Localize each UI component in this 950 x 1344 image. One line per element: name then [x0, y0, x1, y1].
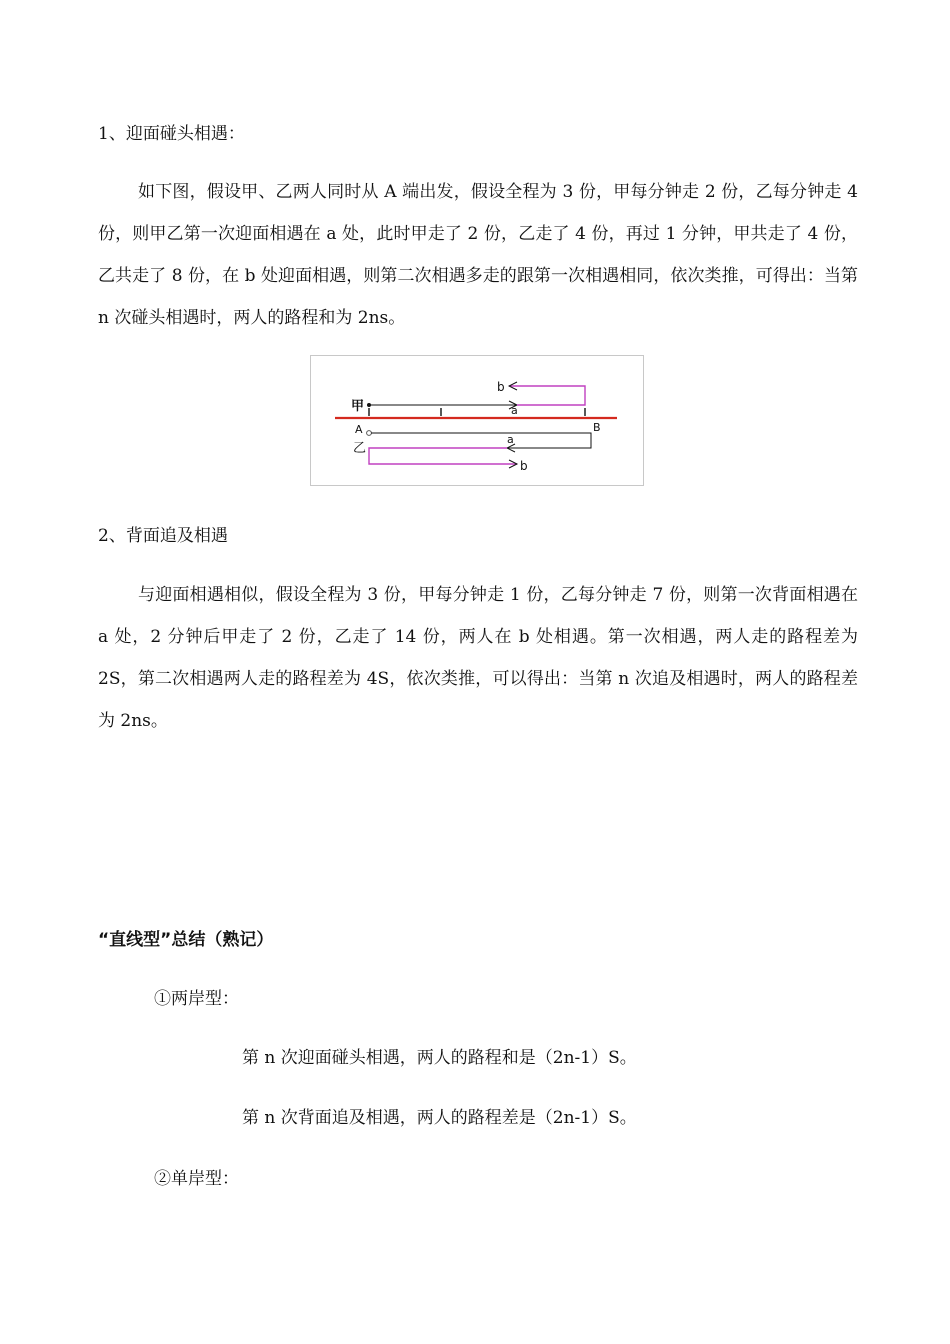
- yi-pink-path: [369, 448, 517, 464]
- yi-start-dot: [367, 431, 372, 436]
- label-jia: 甲: [351, 399, 365, 414]
- label-a-top: a: [511, 404, 518, 417]
- section2-paragraph: 与迎面相遇相似，假设全程为 3 份，甲每分钟走 1 份，乙每分钟走 7 份，则第一次背面相遇在 a 处，2 分钟后甲走了 2 份，乙走了 14 份，两人在 b 处相遇。第一次相遇，两人走的路程差为 2S，第二次相遇两人走的路程差为 4S，依次类推，可以得出：当第 n 次追及相遇时，两人的路程差为 2ns。: [98, 585, 858, 731]
- two-shore-line1: 第 n 次迎面碰头相遇，两人的路程和是（2n-1）S。: [242, 1048, 637, 1068]
- label-a-bottom: a: [507, 433, 514, 446]
- section2-heading: 2、背面追及相遇: [98, 526, 228, 546]
- label-b-bottom: b: [520, 459, 528, 473]
- jia-return-path: [509, 386, 585, 405]
- meeting-diagram: [310, 355, 644, 486]
- yi-path-line: [371, 433, 591, 448]
- label-yi: 乙: [353, 441, 367, 456]
- two-shore-line2: 第 n 次背面追及相遇，两人的路程差是（2n-1）S。: [242, 1108, 637, 1128]
- summary-heading: “直线型”总结（熟记）: [98, 930, 274, 950]
- one-shore-title: ②单岸型：: [154, 1169, 239, 1189]
- label-b-top: b: [497, 380, 505, 394]
- section1-heading: 1、迎面碰头相遇：: [98, 124, 245, 144]
- label-A: A: [355, 423, 363, 436]
- label-B: B: [593, 421, 601, 434]
- section1-paragraph: 如下图，假设甲、乙两人同时从 A 端出发，假设全程为 3 份，甲每分钟走 2 份，乙每分钟走 4 份，则甲乙第一次迎面相遇在 a 处，此时甲走了 2 份，乙走了 4 份，再过 1 分钟，甲共走了 4 份，乙共走了 8 份，在 b 处迎面相遇，则第二次相遇多走的跟第一次相遇相同，依次类推，可得出：当第 n 次碰头相遇时，两人的路程和为 2ns。: [98, 182, 858, 328]
- two-shore-title: ①两岸型：: [154, 989, 239, 1009]
